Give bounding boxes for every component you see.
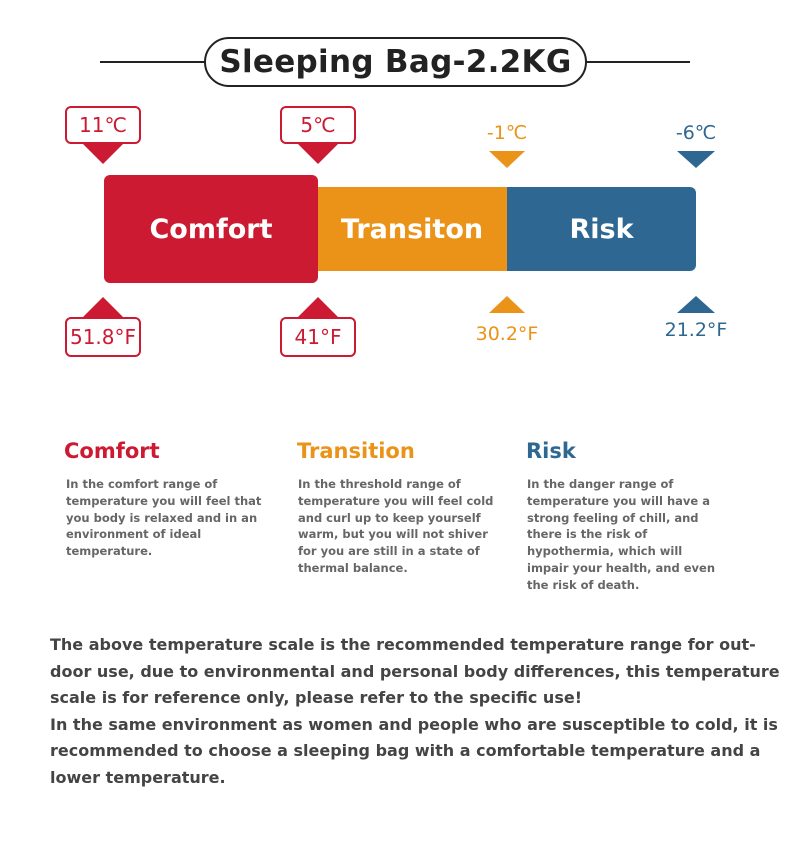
note-line: recommended to choose a sleeping bag with a comfortable temperature and a — [50, 741, 761, 760]
description-line: and curl up to keep yourself — [298, 510, 481, 525]
marker-fahrenheit-risk-min: 21.2°F — [664, 319, 728, 341]
scale-segment-comfort: Comfort — [104, 175, 318, 283]
risk-description — [527, 476, 732, 594]
description-line: the risk of death. — [527, 577, 640, 592]
marker-celsius-comfort-max: 11℃ — [65, 106, 141, 144]
risk-heading: Risk — [526, 439, 576, 463]
description-line: impair your health, and even — [527, 560, 716, 575]
description-line: temperature you will feel cold — [298, 493, 494, 508]
description-line: In the comfort range of — [66, 477, 218, 491]
description-line: In the danger range of — [527, 477, 674, 491]
note-line: scale is for reference only, please refer to the specific use! — [50, 688, 582, 707]
note-line: lower temperature. — [50, 767, 226, 787]
marker-arrow-up — [83, 297, 123, 317]
marker-arrow-up — [677, 296, 715, 313]
comfort-heading: Comfort — [64, 439, 160, 463]
note-line: The above temperature scale is the recommended temperature range for out- — [50, 635, 756, 654]
description-line: strong feeling of chill, and — [527, 510, 699, 525]
description-line: there is the risk of — [527, 527, 648, 542]
description-line: you body is relaxed and in an — [66, 510, 258, 525]
transition-description — [298, 476, 503, 577]
description-line: temperature. — [66, 544, 153, 559]
marker-celsius-transition-min: -1℃ — [486, 122, 528, 144]
description-line: warm, but you will not shiver — [298, 527, 488, 542]
transition-heading: Transition — [297, 439, 415, 463]
comfort-description — [66, 476, 271, 560]
description-line: temperature you will have a — [527, 493, 710, 508]
scale-segment-transition: Transiton — [315, 187, 509, 271]
scale-segment-risk: Risk — [507, 187, 696, 271]
title-divider-right — [586, 61, 690, 63]
marker-fahrenheit-comfort-min: 41°F — [280, 317, 356, 357]
note-line: door use, due to environmental and personal body differences, this temperature — [50, 661, 780, 681]
marker-celsius-comfort-min: 5℃ — [280, 106, 356, 144]
marker-arrow-up — [489, 296, 525, 313]
marker-arrow-down — [489, 151, 525, 168]
marker-arrow-down — [298, 144, 338, 164]
description-line: temperature you will feel that — [66, 493, 262, 508]
description-line: hypothermia, which will — [527, 544, 683, 559]
description-line: In the threshold range of — [298, 477, 461, 491]
marker-arrow-down — [83, 144, 123, 164]
note-line: In the same environment as women and people who are susceptible to cold, it is — [50, 714, 778, 734]
marker-arrow-up — [298, 297, 338, 317]
description-line: environment of ideal — [66, 527, 202, 542]
marker-celsius-risk-min: -6℃ — [675, 122, 717, 144]
page-title: Sleeping Bag-2.2KG — [204, 37, 587, 87]
marker-fahrenheit-comfort-max: 51.8°F — [65, 317, 141, 357]
usage-note — [50, 632, 780, 791]
description-line: for you are still in a state of — [298, 544, 480, 559]
marker-fahrenheit-transition-min: 30.2°F — [475, 323, 539, 345]
title-divider-left — [100, 61, 205, 63]
marker-arrow-down — [677, 151, 715, 168]
description-line: thermal balance. — [298, 560, 408, 575]
